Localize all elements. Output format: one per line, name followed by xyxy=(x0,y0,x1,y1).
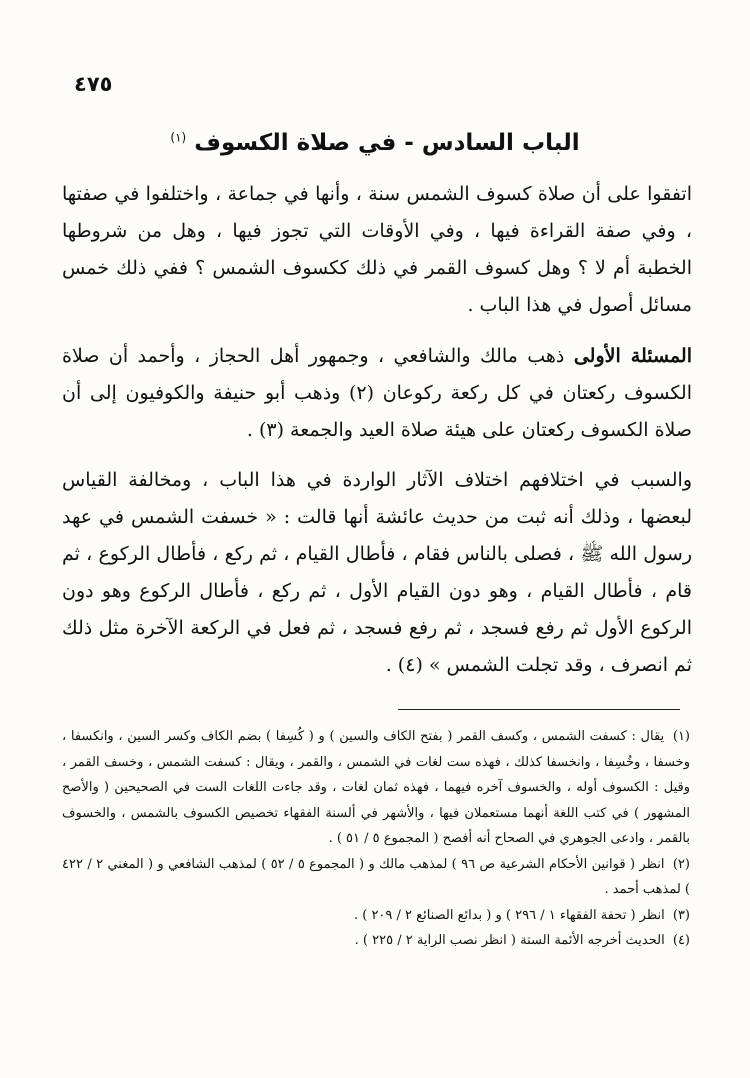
footnote-4 xyxy=(62,928,690,954)
footnote-number: (٣) xyxy=(672,907,690,923)
chapter-title-text: الباب السادس - في صلاة الكسوف xyxy=(194,130,580,156)
title-footnote-marker: (١) xyxy=(170,130,187,145)
paragraph-cause: والسبب في اختلافهم اختلاف الآثار الواردة في هذا الباب ، ومخالفة القياس لبعضها ، وذلك أنه ثبت من حديث عائشة أنها قالت : « خسفت الشمس في عهد رسول الله ﷺ ، فصلى بالناس فقام ، فأطال القيام ، ثم ركع ، فأطال الركوع ، ثم قام ، فأطال القيام ، وهو دون القيام الأول ، ثم ركع ، فأطال الركوع وهو دون الركوع الأول ثم رفع فسجد ، ثم رفع فسجد ، ثم فعل في الركعة الآخرة مثل ذلك ثم انصرف ، وقد تجلت الشمس » (٤) . xyxy=(62,469,692,676)
paragraph-first-issue-text: ذهب مالك والشافعي ، وجمهور أهل الحجاز ، وأحمد أن صلاة الكسوف ركعتان في كل ركعة ركوعان (٢) وذهب أبو حنيفة والكوفيون إلى أن صلاة الكسوف ركعتان على هيئة صلاة العيد والجمعة (٣) . xyxy=(62,345,692,441)
footnote-separator xyxy=(398,709,680,710)
page-number: ٤٧٥ xyxy=(74,72,113,96)
chapter-title xyxy=(0,130,750,156)
footnote-number: (١) xyxy=(672,729,690,744)
paragraph-intro: اتفقوا على أن صلاة كسوف الشمس سنة ، وأنها في جماعة ، واختلفوا في صفتها ، وفي صفة القراءة فيها ، وفي الأوقات التي تجوز فيها ، وهل من شروطها الخطبة أم لا ؟ وهل كسوف القمر في ذلك ككسوف الشمس ؟ ففي ذلك خمس مسائل أصول في هذا الباب . xyxy=(62,183,692,316)
footnote-text: يقال : كسفت الشمس ، وكسف القمر ( بفتح الكاف والسين ) و ( كُسِفا ) بضم الكاف وكسر السين ، وانكسفا ، وخسفا ، وخُسِفا ، وانخسفا كذلك ، فهذه ست لغات في الشمس ، والقمر ، ويقال : كسفت الشمس ، وخسف القمر ، وقيل : الكسوف أوله ، والخسوف آخره فيهما ، فهذه ثمان لغات ، وقد جاءت اللغات الست في الصحيحين ( والأصح المشهور ) في كتب اللغة أنهما مستعملان فيها ، والأشهر في ألسنة الفقهاء تخصيص الكسوف بالشمس ، والخسوف بالقمر ، وادعى الجوهري في الصحاح أنه أفصح ( المجموع ٥ / ٥١ ) . xyxy=(62,729,690,846)
footnote-3 xyxy=(62,903,690,929)
footnote-2 xyxy=(62,852,690,903)
footnote-number: (٢) xyxy=(672,856,690,872)
paragraph-first-issue xyxy=(62,338,692,449)
footnote-1 xyxy=(62,724,690,852)
footnote-text: انظر ( قوانين الأحكام الشرعية ص ٩٦ ) لمذهب مالك و ( المجموع ٥ / ٥٢ ) لمذهب الشافعي و ( المغني ٢ / ٤٢٢ ) لمذهب أحمد . xyxy=(62,856,690,897)
footnotes xyxy=(62,724,690,954)
footnote-number: (٤) xyxy=(672,933,690,948)
issue-heading: المسئلة الأولى xyxy=(573,345,692,367)
footnote-text: الحديث أخرجه الأئمة الستة ( انظر نصب الراية ٢ / ٢٢٥ ) . xyxy=(354,933,665,948)
footnote-text: انظر ( تحفة الفقهاء ١ / ٢٩٦ ) و ( بدائع الصنائع ٢ / ٢٠٩ ) . xyxy=(353,907,665,923)
